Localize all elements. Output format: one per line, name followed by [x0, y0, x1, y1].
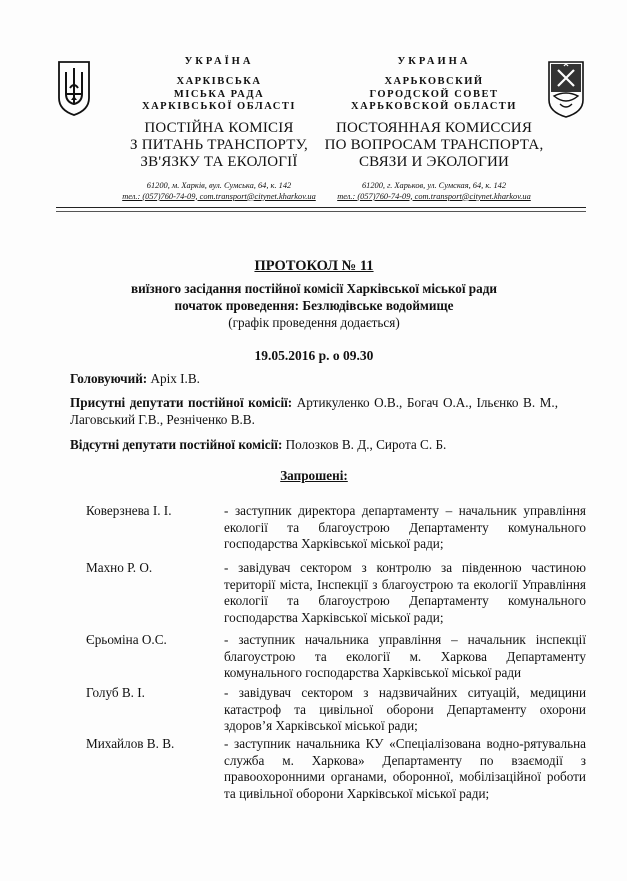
- contacts: тел.: (057)760-74-09, com.transport@citynet.kharkov.ua: [337, 191, 531, 201]
- invited-role: - заступник директора департаменту – начальник управління екології та благоустрою Департаменту комунального господарства Харківської міської ради;: [224, 503, 586, 551]
- country-name: УКРАЇНА: [184, 56, 254, 67]
- commission-name: ПОСТОЯННАЯ КОМИССИЯ ПО ВОПРОСАМ ТРАНСПОРТА, СВЯЗИ И ЭКОЛОГИИ: [324, 119, 544, 170]
- letterhead-ukrainian: [110, 56, 328, 202]
- presiding-value: Аріх І.В.: [147, 371, 200, 386]
- invited-role: - заступник начальника управління – начальник інспекції благоустрою та екології м. Харкова Департаменту комунального господарства Харківської міської ради: [224, 632, 586, 680]
- invited-role: - заступник начальника КУ «Спеціалізована водно-рятувальна служба м. Харкова» Департаменту по взаємодії з правоохоронними органами, оборонної, мобілізаційної роботи та цивільної оборони Харківської міської ради;: [224, 736, 586, 801]
- council-name: ХАРЬКОВСКИЙ ГОРОДСКОЙ СОВЕТ ХАРЬКОВСКОЙ ОБЛАСТИ: [351, 76, 517, 112]
- invited-name: Михайлов В. В.: [86, 736, 175, 751]
- present-label: Присутні депутати постійної комісії:: [70, 395, 293, 410]
- present-value: Артикуленко О.В., Богач О.А., Ільєнко В. М., Лаговський Г.В., Резніченко В.В.: [70, 395, 559, 427]
- country-name: УКРАИНА: [397, 56, 471, 67]
- presiding-line: [70, 371, 558, 388]
- invited-name: Коверзнева І. І.: [86, 503, 172, 518]
- protocol-title: ПРОТОКОЛ № 11: [254, 258, 374, 274]
- letterhead-russian: [318, 56, 550, 202]
- absent-value: Полозков В. Д., Сирота С. Б.: [282, 437, 447, 452]
- absent-members: [70, 437, 558, 454]
- meeting-location: початок проведення: Безлюдівське водоймище: [174, 298, 454, 313]
- meeting-type: виїзного засідання постійної комісії Харківської міської ради: [130, 281, 497, 296]
- letterhead-divider-thin: [56, 211, 586, 212]
- city-coat-of-arms-icon: [546, 60, 586, 118]
- schedule-note: (графік проведення додається): [228, 315, 400, 330]
- invited-name: Махно Р. О.: [86, 560, 153, 575]
- trident-icon: [56, 60, 92, 116]
- invited-name: Єрьоміна О.С.: [86, 632, 167, 647]
- invited-role: - завідувач сектором з надзвичайних ситуацій, медицини катастроф та цивільної оборони Департаменту охорони здоров’я Харківської міської ради;: [224, 685, 586, 733]
- council-name: ХАРКІВСЬКА МІСЬКА РАДА ХАРКІВСЬКОЇ ОБЛАСТІ: [142, 76, 296, 112]
- commission-name: ПОСТІЙНА КОМІСІЯ З ПИТАНЬ ТРАНСПОРТУ, ЗВ'ЯЗКУ ТА ЕКОЛОГІЇ: [130, 119, 308, 170]
- contacts: тел.: (057)760-74-09, com.transport@citynet.kharkov.ua: [122, 191, 316, 201]
- presiding-label: Головуючий:: [70, 371, 148, 386]
- present-members: [70, 395, 558, 428]
- invited-heading: Запрошені:: [280, 468, 348, 483]
- invited-role: - завідувач сектором з контролю за південною частиною території міста, Інспекції з благоустрою та екології Управління екології та благоустрою Департаменту комунального господарства Харківської міської ради;: [224, 560, 586, 625]
- letterhead-divider-thick: [56, 207, 586, 208]
- meeting-datetime: 19.05.2016 р. о 09.30: [254, 348, 374, 363]
- absent-label: Відсутні депутати постійної комісії:: [70, 437, 283, 452]
- address-block: 61200, м. Харків, вул. Сумська, 64, к. 142 тел.: (057)760-74-09, com.transport@citynet.kharkov.ua: [110, 180, 328, 202]
- invited-name: Голуб В. І.: [86, 685, 145, 700]
- address-block: 61200, г. Харьков, ул. Сумская, 64, к. 142 тел.: (057)760-74-09, com.transport@citynet.kharkov.ua: [318, 180, 550, 202]
